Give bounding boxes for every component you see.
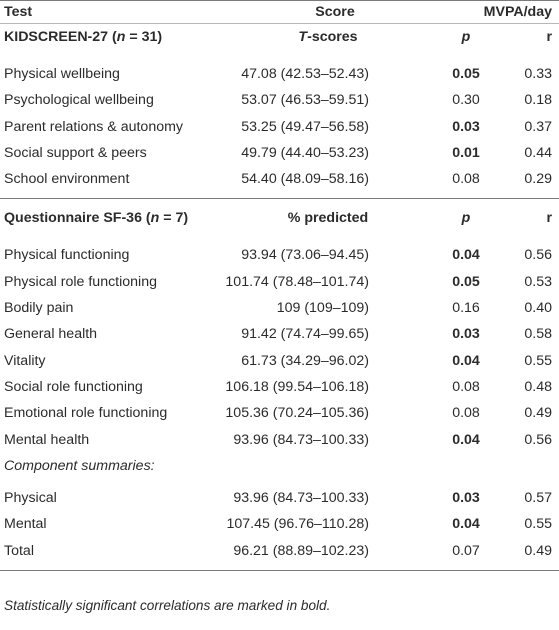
table-row: [0, 269, 559, 295]
row-score: 106.18 (99.54–106.18): [225, 378, 369, 395]
row-p-value: 0.16: [452, 300, 480, 317]
row-test-name: Physical: [4, 490, 57, 507]
row-score: 53.25 (49.47–56.58): [241, 118, 369, 135]
row-test-name: Total: [4, 542, 34, 559]
row-test-name: Mental: [4, 516, 47, 533]
row-r-value: 0.53: [524, 273, 552, 290]
row-r-value: 0.57: [524, 490, 552, 507]
row-p-value: 0.01: [452, 144, 480, 161]
row-p-value: 0.05: [452, 273, 480, 290]
row-r-value: 0.56: [524, 431, 552, 448]
row-test-name: Physical role functioning: [4, 273, 157, 290]
table-bottom-rule: [0, 570, 559, 571]
table-row: [0, 538, 559, 564]
row-p-value: 0.04: [452, 516, 480, 533]
table-row: [0, 400, 559, 426]
sf36-r-col: r: [546, 210, 552, 227]
row-p-value: 0.08: [452, 378, 480, 395]
table-row: [0, 295, 559, 321]
row-r-value: 0.55: [524, 352, 552, 369]
header-mvpa: MVPA/day: [483, 4, 552, 20]
kidscreen-p-col: p: [461, 29, 471, 45]
kidscreen-score-col: T-scores: [298, 29, 358, 45]
row-score: 47.08 (42.53–52.43): [241, 66, 369, 82]
table-row: [0, 374, 559, 400]
row-test-name: Social role functioning: [4, 378, 143, 395]
row-p-value: 0.04: [452, 352, 480, 369]
row-p-value: 0.03: [452, 326, 480, 343]
kidscreen-section-header: [0, 24, 559, 51]
table-row: [0, 114, 559, 140]
sf36-section-header: [0, 205, 559, 232]
row-r-value: 0.18: [524, 92, 552, 109]
row-test-name: School environment: [4, 171, 130, 188]
row-test-name: Social support & peers: [4, 144, 147, 161]
table-row: [0, 61, 559, 87]
row-r-value: 0.56: [524, 247, 552, 264]
table-row: [0, 427, 559, 453]
row-r-value: 0.58: [524, 326, 552, 343]
row-r-value: 0.48: [524, 378, 552, 395]
header-score: Score: [315, 4, 355, 20]
table-row: [0, 348, 559, 374]
row-score: 105.36 (70.24–105.36): [225, 405, 369, 422]
row-test-name: General health: [4, 326, 98, 343]
row-score: 93.96 (84.73–100.33): [233, 490, 369, 507]
row-p-value: 0.04: [452, 431, 480, 448]
table-row: [0, 140, 559, 166]
row-score: 96.21 (88.89–102.23): [233, 542, 369, 559]
row-r-value: 0.49: [524, 405, 552, 422]
row-test-name: Emotional role functioning: [4, 405, 168, 422]
row-score: 61.73 (34.29–96.02): [241, 352, 369, 369]
table-row: [0, 242, 559, 268]
row-score: 93.94 (73.06–94.45): [241, 247, 369, 264]
row-p-value: 0.08: [452, 171, 480, 188]
row-p-value: 0.30: [452, 92, 480, 109]
row-score: 54.40 (48.09–58.16): [241, 171, 369, 188]
table-row: [0, 166, 559, 192]
row-p-value: 0.05: [452, 66, 480, 82]
kidscreen-rows: [0, 61, 559, 192]
row-test-name: Bodily pain: [4, 300, 74, 317]
kidscreen-title: KIDSCREEN-27 (n = 31): [4, 29, 163, 45]
row-p-value: 0.03: [452, 118, 480, 135]
header-test: Test: [4, 4, 33, 20]
sf36-rows: [0, 242, 559, 452]
row-r-value: 0.44: [524, 144, 552, 161]
row-r-value: 0.29: [524, 171, 552, 188]
row-score: 101.74 (78.48–101.74): [225, 273, 369, 290]
kidscreen-r-col: r: [546, 29, 552, 45]
row-test-name: Psychological wellbeing: [4, 92, 154, 109]
row-test-name: Vitality: [4, 352, 46, 369]
table-header-row: [0, 1, 559, 23]
row-r-value: 0.33: [524, 66, 552, 82]
row-r-value: 0.55: [524, 516, 552, 533]
sf36-p-col: p: [461, 210, 471, 227]
row-score: 49.79 (44.40–53.23): [241, 144, 369, 161]
table-row: [0, 511, 559, 537]
row-score: 91.42 (74.74–99.65): [241, 326, 369, 343]
row-r-value: 0.37: [524, 118, 552, 135]
sf36-title: Questionnaire SF-36 (n = 7): [4, 210, 189, 227]
component-summaries-label: Component summaries:: [4, 457, 155, 474]
row-score: 93.96 (84.73–100.33): [233, 431, 369, 448]
row-test-name: Physical functioning: [4, 247, 130, 264]
row-p-value: 0.07: [452, 542, 480, 559]
row-score: 53.07 (46.53–59.51): [241, 92, 369, 109]
row-test-name: Physical wellbeing: [4, 66, 120, 82]
footnote: Statistically significant correlations are marked in bold.: [4, 598, 331, 613]
row-r-value: 0.40: [524, 300, 552, 317]
row-test-name: Parent relations & autonomy: [4, 118, 184, 135]
table-row: [0, 321, 559, 347]
row-p-value: 0.03: [452, 490, 480, 507]
row-score: 109 (109–109): [276, 300, 369, 317]
row-p-value: 0.08: [452, 405, 480, 422]
row-p-value: 0.04: [452, 247, 480, 264]
table-row: [0, 485, 559, 511]
row-r-value: 0.49: [524, 542, 552, 559]
component-rows: [0, 485, 559, 564]
row-score: 107.45 (96.76–110.28): [226, 516, 369, 533]
table-row: [0, 87, 559, 113]
sf36-score-col: % predicted: [287, 210, 369, 227]
row-test-name: Mental health: [4, 431, 90, 448]
